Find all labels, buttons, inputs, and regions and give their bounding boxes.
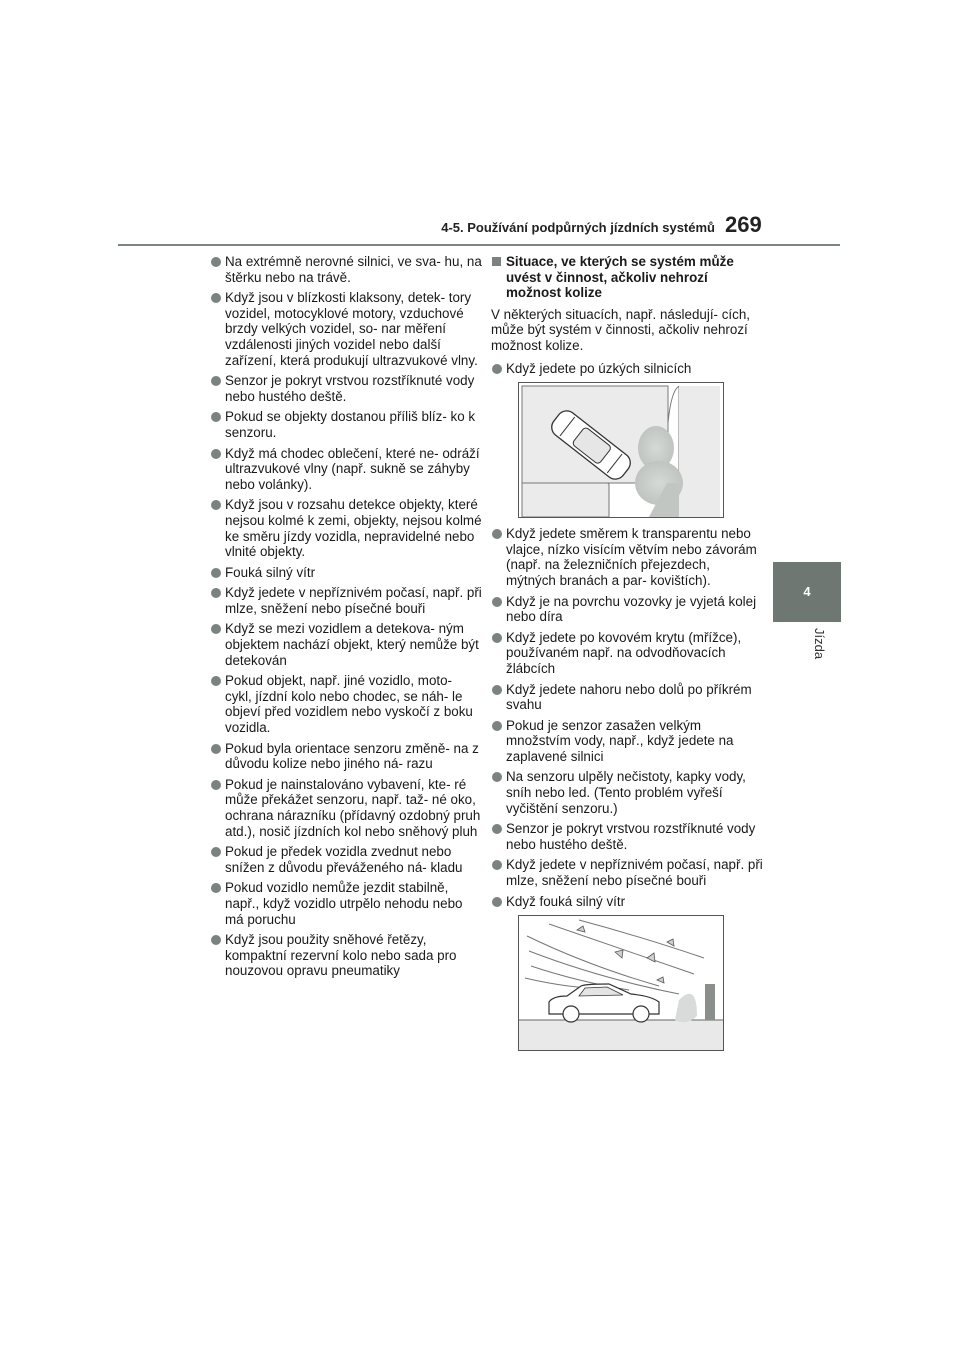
list-item: Senzor je pokryt vrstvou rozstříknuté vody nebo hustého deště. — [210, 373, 482, 404]
list-item: Když se mezi vozidlem a detekova- ným objektem nachází objekt, který nemůže být detekován — [210, 621, 482, 668]
bullet-icon — [211, 744, 221, 754]
list-item: Fouká silný vítr — [210, 565, 482, 581]
section-heading: Situace, ve kterých se systém může uvést v činnost, ačkoliv nehrozí možnost kolize — [491, 254, 763, 301]
bullet-icon — [492, 633, 502, 643]
list-item: Když jedete po úzkých silnicích — [491, 361, 763, 377]
list-item: Pokud byla orientace senzoru změně- na z důvodu kolize nebo jiného ná- razu — [210, 741, 482, 772]
narrow-road-car-icon — [519, 383, 723, 517]
list-item: Pokud je senzor zasažen velkým množstvím vody, např., když jedete na zaplavené silnici — [491, 718, 763, 765]
narrow-road-illustration — [518, 382, 724, 518]
strong-wind-illustration — [518, 915, 724, 1051]
wind-car-icon — [519, 916, 723, 1050]
bullet-icon — [211, 449, 221, 459]
bullet-icon — [492, 364, 502, 374]
chapter-tab-label: Jízda — [812, 628, 827, 660]
list-item: Když jsou v blízkosti klaksony, detek- tory vozidel, motocyklové motory, vzduchové brzdy velkých vozidel, so- nar měření vzdálenosti jiných vozidel nebo další zařízení, která produkují ultrazvukové vlny. — [210, 290, 482, 368]
bullet-icon — [211, 293, 221, 303]
bullet-icon — [211, 676, 221, 686]
list-item: Když má chodec oblečení, které ne- odráží ultrazvukové vlny (např. sukně se záhyby nebo volánky). — [210, 446, 482, 493]
list-item: Když jsou použity sněhové řetězy, kompaktní rezervní kolo nebo sada pro nouzovou opravu pneumatiky — [210, 932, 482, 979]
list-item: Když jedete směrem k transparentu nebo vlajce, nízko visícím větvím nebo závorám (např. na železničních přejezdech, mýtných branách a par- kovištích). — [491, 526, 763, 588]
page-number: 269 — [725, 212, 762, 237]
bullet-icon — [211, 935, 221, 945]
list-item: Na senzoru ulpěly nečistoty, kapky vody, sníh nebo led. (Tento problém vyřeší vyčištění senzoru.) — [491, 769, 763, 816]
intro-paragraph: V některých situacích, např. následují- cích, může být systém v činnosti, ačkoliv nehrozí možnost kolize. — [491, 306, 751, 353]
header-divider — [118, 244, 840, 246]
list-item: Pokud se objekty dostanou příliš blíz- ko k senzoru. — [210, 409, 482, 440]
list-item: Senzor je pokryt vrstvou rozstříknuté vody nebo hustého deště. — [491, 821, 763, 852]
list-item: Když jedete v nepříznivém počasí, např. při mlze, sněžení nebo písečné bouři — [210, 585, 482, 616]
list-item: Pokud je nainstalováno vybavení, kte- ré může překážet senzoru, např. taž- né oko, ochrana nárazníku (přídavný ozdobný pruh atd.), nosič jízdních kol nebo sněhový pluh — [210, 777, 482, 839]
bullet-icon — [492, 597, 502, 607]
list-item: Když je na povrchu vozovky je vyjetá kolej nebo díra — [491, 594, 763, 625]
bullet-icon — [492, 824, 502, 834]
bullet-icon — [492, 721, 502, 731]
bullet-icon — [492, 529, 502, 539]
section-header-title: 4-5. Používání podpůrných jízdních systémů — [441, 220, 715, 235]
bullet-icon — [211, 376, 221, 386]
chapter-tab: 4 — [773, 562, 841, 622]
square-bullet-icon — [492, 257, 501, 266]
left-column — [210, 254, 482, 984]
list-item: Když jsou v rozsahu detekce objekty, které nejsou kolmé k zemi, objekty, nejsou kolmé ke směru jízdy vozidla, nepravidelné nebo vlnité objekty. — [210, 497, 482, 559]
bullet-icon — [211, 588, 221, 598]
list-item: Na extrémně nerovné silnici, ve sva- hu, na štěrku nebo na trávě. — [210, 254, 482, 285]
bullet-icon — [211, 780, 221, 790]
list-item: Když fouká silný vítr — [491, 894, 763, 910]
bullet-icon — [211, 847, 221, 857]
bullet-icon — [211, 500, 221, 510]
bullet-icon — [211, 412, 221, 422]
list-item: Když jedete po kovovém krytu (mřížce), používaném např. na odvodňovacích žlábcích — [491, 630, 763, 677]
bullet-icon — [211, 568, 221, 578]
list-item: Pokud je předek vozidla zvednut nebo snížen z důvodu převáženého ná- kladu — [210, 844, 482, 875]
list-item: Pokud objekt, např. jiné vozidlo, moto- cykl, jízdní kolo nebo chodec, se náh- le objeví před vozidlem nebo vyskočí z boku vozidla. — [210, 673, 482, 735]
bullet-icon — [492, 860, 502, 870]
list-item: Když jedete nahoru nebo dolů po příkrém svahu — [491, 682, 763, 713]
bullet-icon — [211, 624, 221, 634]
bullet-icon — [492, 897, 502, 907]
bullet-icon — [211, 257, 221, 267]
bullet-icon — [492, 685, 502, 695]
bullet-icon — [211, 883, 221, 893]
bullet-icon — [492, 772, 502, 782]
right-column — [491, 254, 763, 1059]
list-item: Když jedete v nepříznivém počasí, např. při mlze, sněžení nebo písečné bouři — [491, 857, 763, 888]
list-item: Pokud vozidlo nemůže jezdit stabilně, např., když vozidlo utrpělo nehodu nebo má poruchu — [210, 880, 482, 927]
